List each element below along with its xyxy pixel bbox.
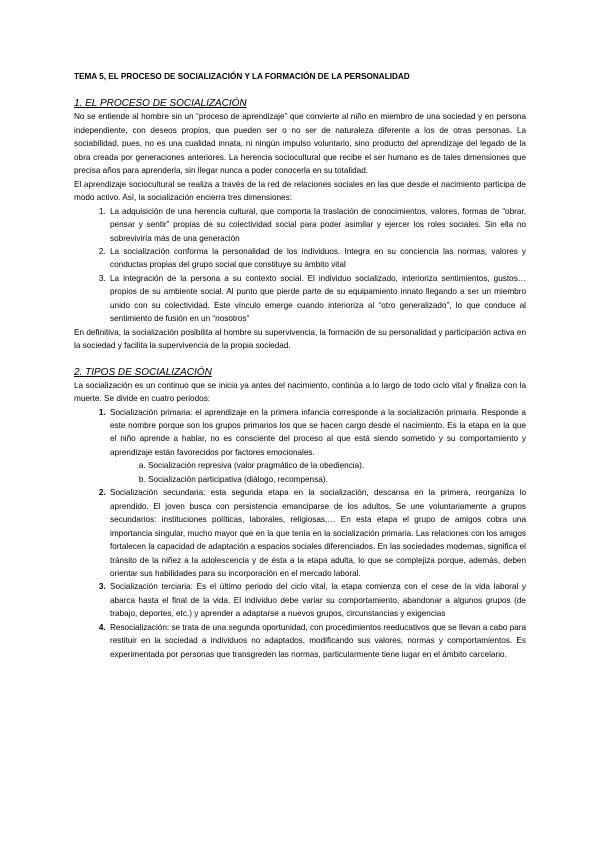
list-item: 2. Socialización secundaria: esta segunda etapa en la socialización, descansa en la primera, reorganiza lo aprendido. El joven busca con persistencia emanciparse de los adultos. Se une voluntariamente a grupos secundarios: instituciones políticas, laborales, religiosas,… En esta etapa el grupo de amigos cobra una importancia singular, mucho mayor que en la que tenía en la socialización primaria. Las relaciones con los amigos fortalecen la capacidad de adaptación a espacios sociales diferenciados. En las sociedades modernas, significa el tránsito de la niñez a la adolescencia y de ésta a la etapa adulta, lo que se complejiza porque, además, deben orientar sus habilidades para su incorporación en el mercado laboral. [108,486,526,580]
section-2-types-list [74,406,526,662]
list-item-text: Socialización primaria: el aprendizaje en la primera infancia corresponde a la socialización primaria. Responde a este nombre porque son los grupos primarios los que se hacen cargo desde el nacimiento. Es la etapa en la que el niño aprende a hablar, no es consciente del proceso al que está siendo sometido y su comportamiento y aprendizaje están favorecidos por factores emocionales. [110,407,526,457]
section-1-paragraph-3: En definitiva, la socialización posibilita al hombre su supervivencia, la formación de su personalidad y participación activa en la sociedad y facilita la supervivencia de la propia sociedad. [74,327,526,351]
list-item: 2. La socialización conforma la personalidad de los individuos. Integra en su conciencia las normas, valores y conductas propias del grupo social que constituye su ámbito vital [108,245,526,272]
sub-list-item: b. Socialización participativa (diálogo, recompensa). [148,473,526,486]
list-item: 3. Socialización terciaria: Es el último periodo del ciclo vital, la etapa comienza con el cese de la vida laboral y abarca hasta el final de la vida. El individuo debe variar su comportamiento, abandonar a algunos grupos (de trabajo, deportes, etc.) y aprender a adaptarse a nuevos grupos, circunstancias y exigencias [108,580,526,620]
list-item: 1. La adquisición de una herencia cultural, que comporta la traslación de conocimientos, valores, formas de “obrar, pensar y sentir” propias de su colectividad social para poder asimilar y ejercer los roles sociales. Sin ella no sobreviviría más de una generación [108,205,526,245]
section-1-dimensions-list [74,205,526,326]
section-2-paragraph-1: La socialización es un continuo que se inicia ya antes del nacimiento, continúa a lo largo de todo ciclo vital y finaliza con la muerte. Se divide en cuatro periodos: [74,380,526,404]
list-item [108,406,526,487]
list-item: 4. Resocialización: se trata de una segunda oportunidad, con procedimientos reeducativos que se llevan a cabo para restituir en la sociedad a individuos no adaptados, modificando sus valores, normas y comportamientos. Es experimentada por personas que transgreden las normas, particularmente tiene lugar en el ámbito carcelario. [108,621,526,661]
document-title: TEMA 5, EL PROCESO DE SOCIALIZACIÓN Y LA FORMACIÓN DE LA PERSONALIDAD [74,72,410,81]
section-1-paragraph-2: El aprendizaje sociocultural se realiza a través de la red de relaciones sociales en las que desde el nacimiento participa de modo activo. Así, la socialización encierra tres dimensiones: [74,179,526,203]
section-1-paragraph-1: No se entiende al hombre sin un “proceso de aprendizaje” que convierte al niño en miembro de una sociedad y en persona independiente, con deseos propios, que pueden ser o no ser de naturaleza diferente a los de otras personas. La sociabilidad, pues, no es una cualidad innata, ni ningún impulso voluntario, sino producto del aprendizaje del legado de la obra creada por generaciones anteriores. La herencia sociocultural que recibe el ser humano es de tales dimensiones que precisa años para aprenderla, sin llegar nunca a poder conocerla en su totalidad. [74,112,526,176]
section-2-heading: 2. TIPOS DE SOCIALIZACIÓN [74,366,212,378]
sub-list [110,459,526,486]
document-body [74,70,526,661]
sub-list-item: a. Socialización represiva (valor pragmático de la obediencia). [148,459,526,472]
list-item: 3. La integración de la persona a su contexto social. El individuo socializado, interioriza sentimientos, gustos… propios de su ambiente social. Al punto que pierde parte de su equipamiento innato llegando a ser un miembro unido con su colectividad. Este vínculo emerge cuando interioriza al “otro generalizado”, lo que conduce al sentimiento de fusión en un “nosotros” [108,272,526,326]
section-1-heading: 1. EL PROCESO DE SOCIALIZACIÓN [74,98,247,110]
